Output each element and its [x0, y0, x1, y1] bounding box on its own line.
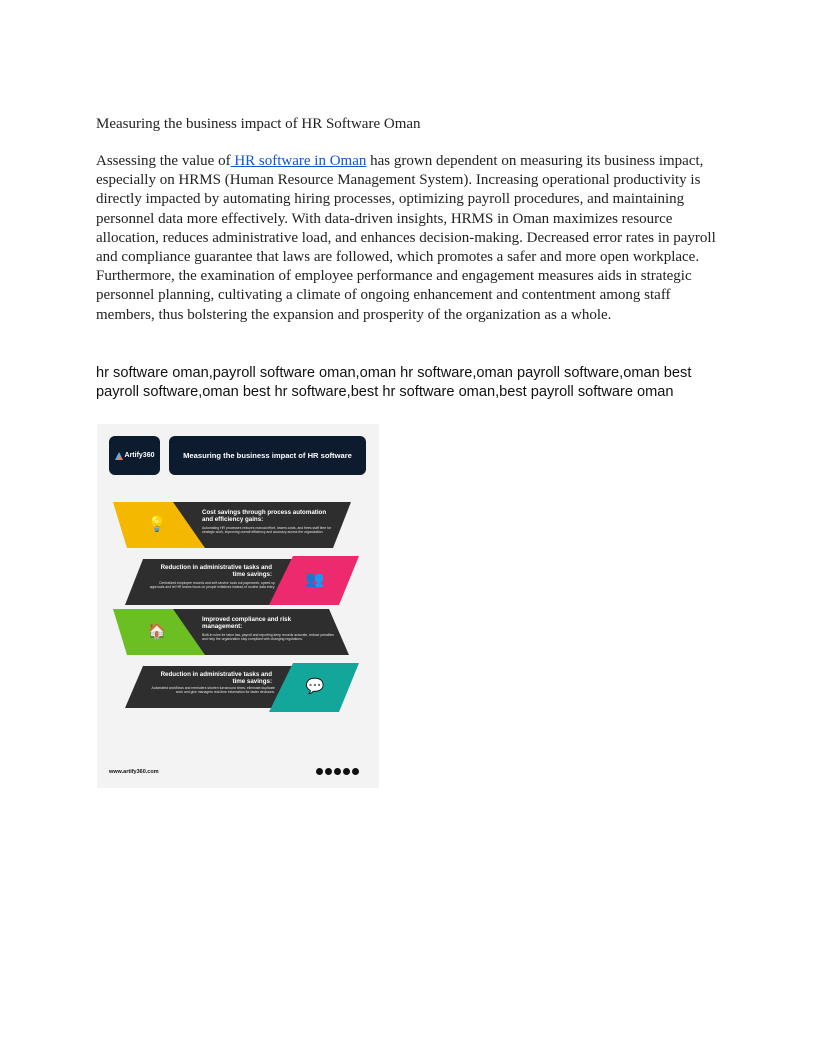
keywords-paragraph: hr software oman,payroll software oman,oman hr software,oman payroll software,oman best payroll software,oman best hr software,best hr software oman,best payroll software oman	[96, 365, 692, 401]
social-icons	[316, 768, 359, 775]
facebook-icon	[316, 768, 323, 775]
lightbulb-icon: 💡	[147, 516, 167, 533]
item-3-text: Built-in rules for labor law, payroll and reporting keep records accurate, reduce penalties and help the organization stay compliant with changing regulations.	[202, 633, 334, 642]
item-4-text: Automated workflows and reminders shorten turnaround times, eliminate duplicate work and give managers real-time information for faster decisions.	[151, 686, 275, 695]
document-title: Measuring the business impact of HR Software Oman	[96, 116, 421, 132]
item-1-text: Automating HR processes reduces manual effort, lowers costs, and frees staff time for strategic work, improving overall efficiency and accuracy across the organization.	[202, 526, 332, 535]
intro-text-start: Assessing the value of	[96, 153, 231, 169]
linkedin-icon	[343, 768, 350, 775]
infographic-image	[97, 424, 379, 788]
intro-paragraph	[96, 152, 724, 325]
infographic-header: Measuring the business impact of HR software	[169, 436, 366, 475]
users-icon: 👥	[305, 571, 325, 588]
logo-mark-icon	[115, 452, 123, 460]
logo	[109, 436, 160, 475]
item-1-title: Cost savings through process automation and efficiency gains:	[202, 509, 327, 524]
chat-icon: 💬	[305, 678, 325, 695]
infographic-item-3	[97, 608, 379, 660]
hr-software-oman-link[interactable]: HR software in Oman	[230, 153, 367, 169]
item-2-text: Centralized employee records and self-service tools cut paperwork, speed up approvals and let HR teams focus on people initiatives instead of routine data entry.	[149, 581, 275, 590]
footer-url: www.artify360.com	[109, 769, 159, 775]
infographic-item-2	[97, 555, 379, 607]
home-icon: 🏠	[147, 623, 167, 640]
infographic-item-1	[97, 501, 379, 553]
twitter-icon	[334, 768, 341, 775]
item-2-title: Reduction in administrative tasks and time savings:	[160, 564, 272, 579]
intro-text-end: has grown dependent on measuring its business impact, especially on HRMS (Human Resource Management System). Increasing operational productivity is directly impacted by automating hiring processes, optimizing payroll procedures, and maintaining personnel data more effectively. With data-driven insights, HRMS in Oman maximizes resource allocation, reduces administrative load, and enhances decision-making. Decreased error rates in payroll and compliance guarantee that laws are followed, which promotes a safer and more open workplace. Furthermore, the examination of employee performance and engagement measures aids in strategic personnel planning, cultivating a climate of ongoing enhancement and contentment among staff members, thus bolstering the expansion and prosperity of the organization as a whole.	[96, 153, 716, 323]
item-3-title: Improved compliance and risk management:	[202, 616, 292, 631]
instagram-icon	[325, 768, 332, 775]
logo-text: Artify360	[124, 452, 155, 459]
infographic-item-4	[97, 662, 379, 714]
item-4-title: Reduction in administrative tasks and time savings:	[160, 671, 272, 686]
youtube-icon	[352, 768, 359, 775]
